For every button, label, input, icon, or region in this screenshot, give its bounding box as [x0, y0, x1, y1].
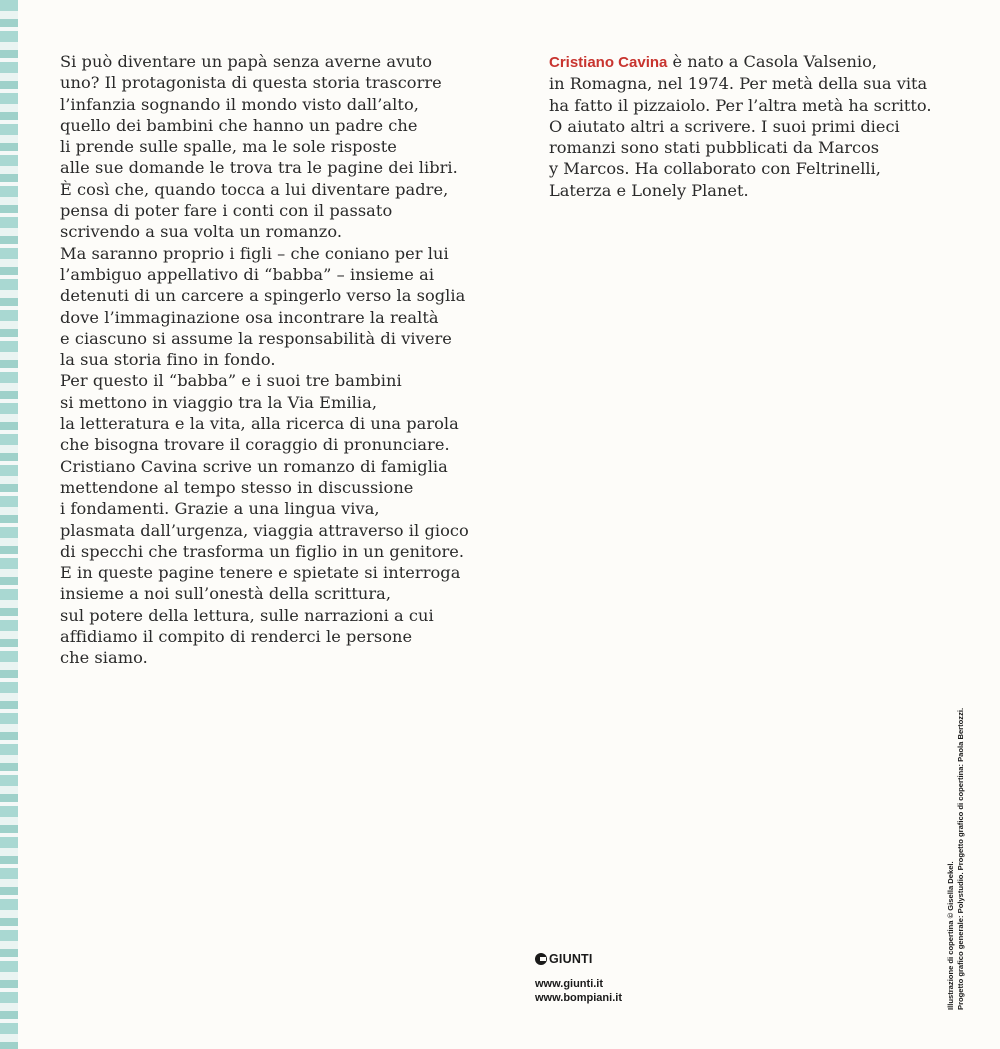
- synopsis-line: detenuti di un carcere a spingerlo verso la soglia: [60, 286, 466, 306]
- publisher-block: [535, 952, 622, 1005]
- giunti-g-icon: [535, 953, 547, 965]
- author-bio-line: Laterza e Lonely Planet.: [549, 180, 749, 200]
- synopsis-line: l’ambiguo appellativo di “babba” – insieme ai: [60, 264, 435, 284]
- synopsis-line: È così che, quando tocca a lui diventare padre,: [60, 179, 449, 199]
- credits-line-illustration: Illustrazione di copertina © Gisella Dekel.: [946, 861, 955, 1010]
- author-bio-line: O aiutato altri a scrivere. I suoi primi dieci: [549, 116, 900, 136]
- synopsis-line: che siamo.: [60, 648, 148, 668]
- synopsis-line: l’infanzia sognando il mondo visto dall’alto,: [60, 94, 419, 114]
- cover-credits: [946, 708, 966, 1010]
- publisher-logo: [535, 952, 622, 966]
- synopsis-line: di specchi che trasforma un figlio in un genitore.: [60, 541, 465, 561]
- website-link-bompiani[interactable]: www.bompiani.it: [535, 992, 622, 1004]
- synopsis-line: i fondamenti. Grazie a una lingua viva,: [60, 499, 380, 519]
- author-name: Cristiano Cavina: [549, 54, 668, 71]
- synopsis-line: li prende sulle spalle, ma le sole risposte: [60, 137, 397, 157]
- website-link-giunti[interactable]: www.giunti.it: [535, 978, 604, 990]
- synopsis-line: sul potere della lettura, sulle narrazioni a cui: [60, 605, 434, 625]
- synopsis-line: dove l’immaginazione osa incontrare la realtà: [60, 307, 439, 327]
- author-bio-line: ha fatto il pizzaiolo. Per l’altra metà ha scritto.: [549, 95, 932, 115]
- synopsis-line: Per questo il “babba” e i suoi tre bambini: [60, 371, 402, 391]
- synopsis-line: che bisogna trovare il coraggio di pronunciare.: [60, 435, 450, 455]
- synopsis-line: e ciascuno si assume la responsabilità di vivere: [60, 328, 452, 348]
- synopsis-line: E in queste pagine tenere e spietate si interroga: [60, 563, 461, 583]
- publisher-logo-text: GIUNTI: [549, 952, 593, 966]
- author-bio-line: y Marcos. Ha collaborato con Feltrinelli,: [549, 159, 881, 179]
- synopsis-line: alle sue domande le trova tra le pagine dei libri.: [60, 158, 458, 178]
- author-bio: [549, 51, 949, 201]
- synopsis-line: plasmata dall’urgenza, viaggia attraverso il gioco: [60, 520, 469, 540]
- synopsis-line: Cristiano Cavina scrive un romanzo di famiglia: [60, 456, 448, 476]
- synopsis-line: quello dei bambini che hanno un padre che: [60, 115, 418, 135]
- synopsis-line: si mettono in viaggio tra la Via Emilia,: [60, 392, 378, 412]
- author-bio-line: romanzi sono stati pubblicati da Marcos: [549, 138, 880, 158]
- synopsis-line: mettendone al tempo stesso in discussione: [60, 477, 414, 497]
- author-bio-first-line-rest: è nato a Casola Valsenio,: [667, 52, 877, 71]
- synopsis-line: pensa di poter fare i conti con il passato: [60, 201, 393, 221]
- synopsis-line: Ma saranno proprio i figli – che coniano per lui: [60, 243, 449, 263]
- author-bio-first-line: [549, 51, 949, 73]
- synopsis-line: la sua storia fino in fondo.: [60, 350, 276, 370]
- author-bio-line: in Romagna, nel 1974. Per metà della sua vita: [549, 74, 928, 94]
- decorative-edge-strip: [0, 0, 18, 1049]
- synopsis-line: affidiamo il compito di renderci le persone: [60, 627, 413, 647]
- credits-line-design: Progetto grafico generale: Polystudio. Progetto grafico di copertina: Paola Bertozzi.: [956, 707, 965, 1010]
- synopsis-line: uno? Il protagonista di questa storia trascorre: [60, 73, 442, 93]
- synopsis-line: scrivendo a sua volta un romanzo.: [60, 222, 343, 242]
- synopsis-line: Si può diventare un papà senza averne avuto: [60, 52, 433, 71]
- synopsis-line: la letteratura e la vita, alla ricerca di una parola: [60, 414, 459, 434]
- synopsis-line: insieme a noi sull’onestà della scrittura,: [60, 584, 392, 604]
- synopsis-text: [60, 51, 469, 669]
- publisher-websites: [535, 977, 622, 1005]
